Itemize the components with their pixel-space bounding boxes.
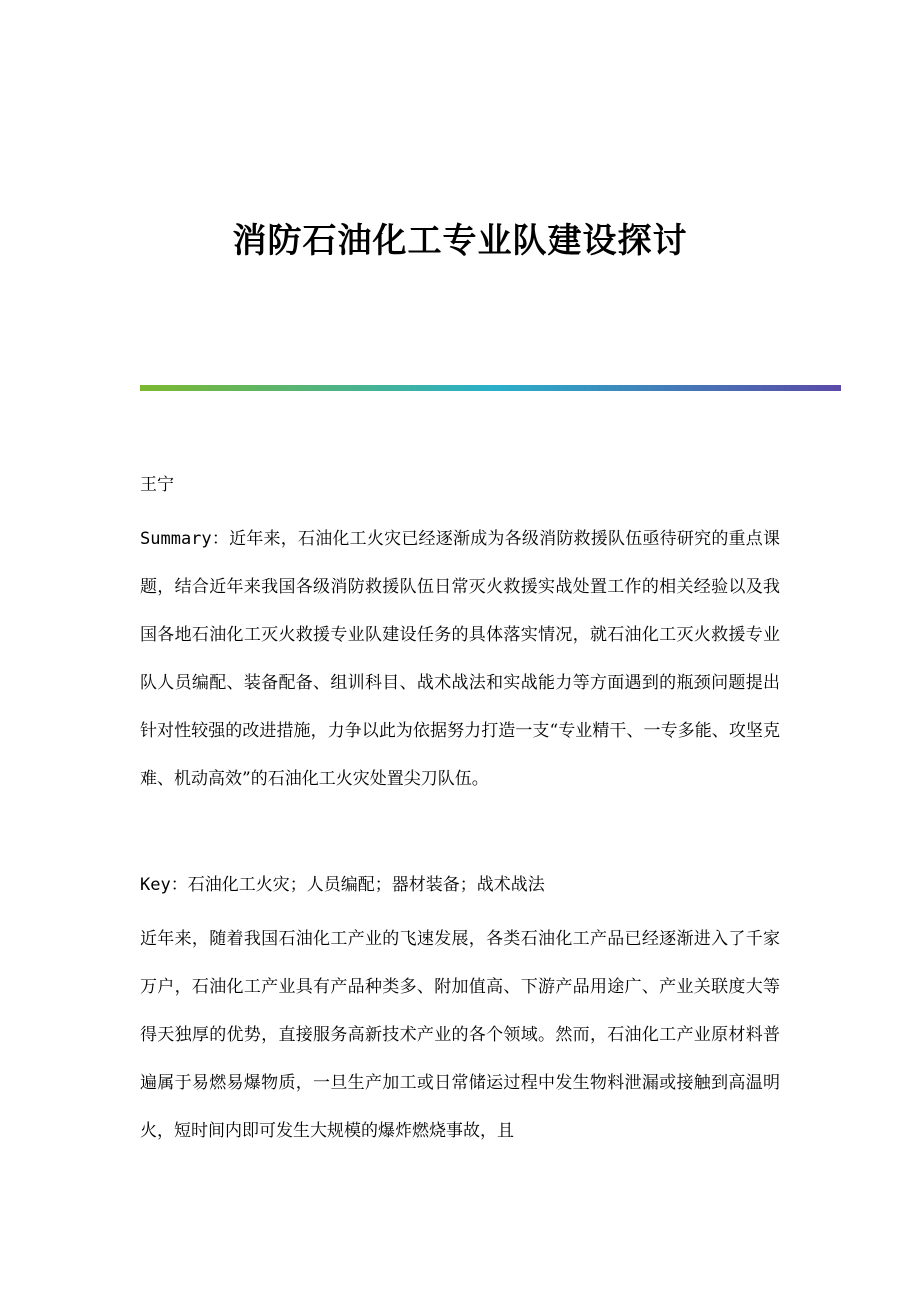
intro-paragraph: 近年来，随着我国石油化工产业的飞速发展，各类石油化工产品已经逐渐进入了千家万户，石油化工产业具有产品种类多、附加值高、下游产品用途广、产业关联度大等得天独厚的优势，直接服务高新技术产业的各个领域。然而，石油化工产业原材料普遍属于易燃易爆物质，一旦生产加工或日常储运过程中发生物料泄漏或接触到高温明火，短时间内即可发生大规模的爆炸燃烧事故，且 — [140, 929, 780, 1141]
summary-label: Summary： — [140, 529, 230, 549]
keywords-paragraph — [140, 861, 780, 909]
keywords-label: Key： — [140, 875, 188, 895]
page-title: 消防石油化工专业队建设探讨 — [232, 221, 688, 261]
summary-paragraph — [140, 515, 780, 803]
summary-text: 近年来，石油化工火灾已经逐渐成为各级消防救援队伍亟待研究的重点课题，结合近年来我国各级消防救援队伍日常灭火救援实战处置工作的相关经验以及我国各地石油化工灭火救援专业队建设任务的具体落实情况，就石油化工灭火救援专业队人员编配、装备配备、组训科目、战术战法和实战能力等方面遇到的瓶颈问题提出针对性较强的改进措施，力争以此为依据努力打造一支“专业精干、一专多能、攻坚克难、机动高效”的石油化工火灾处置尖刀队伍。 — [140, 529, 780, 789]
title-divider — [140, 385, 841, 391]
author-name: 王宁 — [140, 475, 174, 495]
keywords-text: 石油化工火灾；人员编配；器材装备；战术战法 — [187, 875, 545, 895]
